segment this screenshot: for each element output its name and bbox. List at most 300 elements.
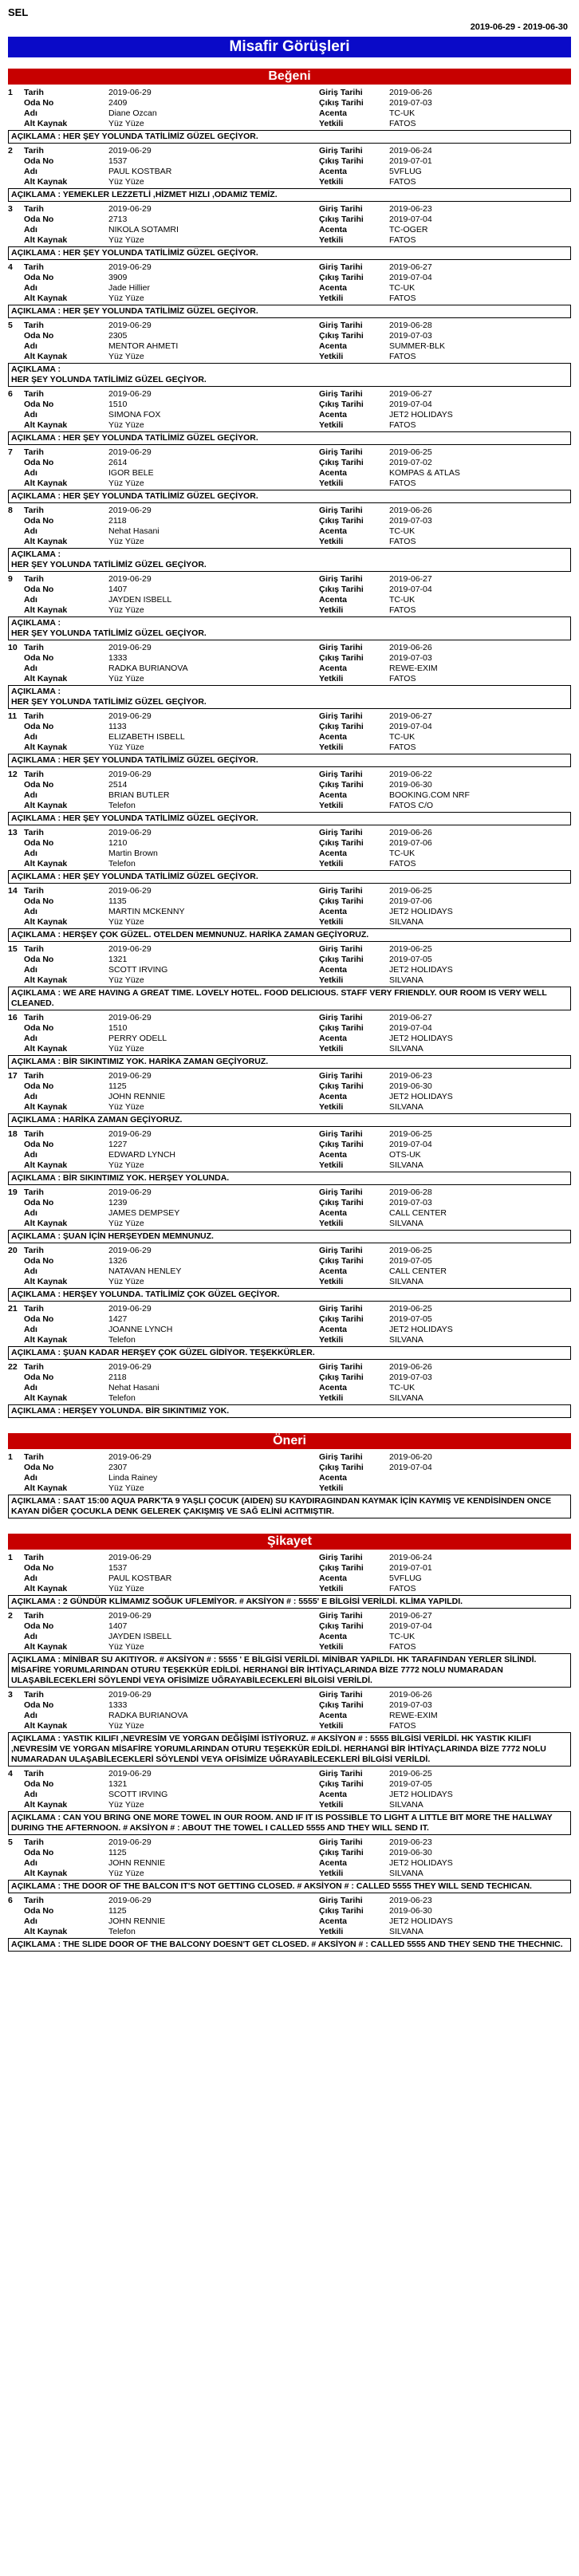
- entry-row: [8, 1632, 571, 1642]
- field-value: MARTIN MCKENNY: [108, 907, 185, 916]
- field-label: Çıkış Tarihi: [319, 780, 364, 790]
- field-value: TC-OGER: [389, 225, 428, 234]
- field-value: 2019-06-27: [389, 262, 432, 272]
- field-value: 1135: [108, 896, 127, 906]
- field-value: 2019-06-29: [108, 447, 152, 457]
- field-label: Giriş Tarihi: [319, 574, 363, 584]
- field-value: 2614: [108, 458, 128, 467]
- field-value: SILVANA: [389, 1393, 423, 1403]
- field-label: Giriş Tarihi: [319, 1690, 363, 1700]
- field-label: Çıkış Tarihi: [319, 1023, 364, 1033]
- entry-row: [8, 341, 571, 352]
- field-label: Alt Kaynak: [24, 674, 68, 683]
- field-value: SCOTT IRVING: [108, 1790, 168, 1799]
- field-label: Giriş Tarihi: [319, 1837, 363, 1847]
- entry-row: [8, 1563, 571, 1574]
- entry-number: 3: [8, 204, 13, 214]
- field-value: 5VFLUG: [389, 167, 422, 176]
- field-label: Tarih: [24, 1452, 44, 1462]
- field-label: Oda No: [24, 1906, 54, 1916]
- field-label: Oda No: [24, 1563, 54, 1573]
- field-label: Çıkış Tarihi: [319, 1314, 364, 1324]
- field-value: 2019-06-26: [389, 828, 432, 837]
- field-value: Linda Rainey: [108, 1473, 158, 1483]
- feedback-entry: [8, 1896, 571, 1952]
- feedback-entry: [8, 447, 571, 503]
- field-label: Alt Kaynak: [24, 177, 68, 187]
- field-label: Giriş Tarihi: [319, 1304, 363, 1314]
- date-range: 2019-06-29 - 2019-06-30: [470, 22, 568, 32]
- field-value: FATOS: [389, 1642, 416, 1652]
- entry-row: [8, 1081, 571, 1092]
- field-value: Yüz Yüze: [108, 293, 144, 303]
- field-label: Yetkili: [319, 1483, 344, 1493]
- field-value: 2019-07-05: [389, 1314, 432, 1324]
- field-label: Çıkış Tarihi: [319, 458, 364, 467]
- section-gap: [8, 1521, 571, 1534]
- entry-row: [8, 1452, 571, 1463]
- entry-row: [8, 1837, 571, 1848]
- field-label: Alt Kaynak: [24, 537, 68, 546]
- field-value: 2019-06-25: [389, 886, 432, 896]
- entry-row: [8, 1188, 571, 1198]
- field-label: Adı: [24, 1383, 37, 1392]
- field-label: Adı: [24, 225, 37, 234]
- field-label: Yetkili: [319, 917, 344, 927]
- field-value: Yüz Yüze: [108, 975, 144, 985]
- field-label: Alt Kaynak: [24, 1160, 68, 1170]
- field-value: 1510: [108, 400, 128, 409]
- field-value: 5VFLUG: [389, 1574, 422, 1583]
- field-label: Adı: [24, 1711, 37, 1720]
- field-label: Acenta: [319, 595, 348, 605]
- description-box: AÇIKLAMA : BİR SIKINTIMIZ YOK. HARİKA ZAMAN GEÇİYORUZ.: [8, 1055, 571, 1069]
- field-value: Yüz Yüze: [108, 420, 144, 430]
- field-value: SILVANA: [389, 1160, 423, 1170]
- field-label: Adı: [24, 1266, 37, 1276]
- field-label: Yetkili: [319, 605, 344, 615]
- field-value: 3909: [108, 273, 128, 282]
- entry-row: [8, 88, 571, 98]
- entry-number: 2: [8, 1611, 13, 1621]
- field-label: Çıkış Tarihi: [319, 653, 364, 663]
- field-value: 2019-07-03: [389, 1373, 432, 1382]
- entry-row: [8, 273, 571, 283]
- field-label: Tarih: [24, 886, 44, 896]
- field-value: 2019-06-27: [389, 711, 432, 721]
- field-label: Acenta: [319, 1574, 348, 1583]
- field-value: 2019-06-24: [389, 1553, 432, 1562]
- field-label: Oda No: [24, 653, 54, 663]
- feedback-entry: [8, 262, 571, 318]
- field-value: Yüz Yüze: [108, 1160, 144, 1170]
- field-label: Çıkış Tarihi: [319, 331, 364, 341]
- field-label: Yetkili: [319, 235, 344, 245]
- entry-row: [8, 447, 571, 458]
- entry-number: 20: [8, 1246, 18, 1255]
- field-label: Oda No: [24, 1081, 54, 1091]
- entry-row: [8, 262, 571, 273]
- field-label: Oda No: [24, 458, 54, 467]
- field-value: 2019-07-04: [389, 1023, 432, 1033]
- field-label: Adı: [24, 468, 37, 478]
- field-label: Tarih: [24, 1769, 44, 1778]
- feedback-entry: [8, 643, 571, 709]
- entry-row: [8, 1611, 571, 1621]
- field-label: Oda No: [24, 955, 54, 964]
- field-label: Alt Kaynak: [24, 917, 68, 927]
- field-value: Yüz Yüze: [108, 352, 144, 361]
- feedback-entry: [8, 1362, 571, 1418]
- feedback-entry: [8, 1452, 571, 1518]
- description-box: AÇIKLAMA : HER ŞEY YOLUNDA TATİLİMİZ GÜZEL GEÇİYOR.: [8, 548, 571, 572]
- entry-row: [8, 965, 571, 975]
- field-label: Tarih: [24, 1071, 44, 1081]
- description-box: AÇIKLAMA : YEMEKLER LEZZETLİ ,HİZMET HIZLI ,ODAMIZ TEMİZ.: [8, 188, 571, 202]
- field-label: Tarih: [24, 88, 44, 97]
- field-value: 2019-07-04: [389, 273, 432, 282]
- field-value: 2019-06-26: [389, 643, 432, 652]
- field-value: 2019-06-30: [389, 1848, 432, 1857]
- field-value: 2019-06-28: [389, 321, 432, 330]
- field-label: Oda No: [24, 896, 54, 906]
- entry-number: 6: [8, 1896, 13, 1905]
- entry-row: [8, 896, 571, 907]
- field-value: TC-UK: [389, 108, 416, 118]
- field-value: SILVANA: [389, 1044, 423, 1054]
- entry-row: [8, 177, 571, 187]
- field-label: Giriş Tarihi: [319, 944, 363, 954]
- field-value: 2019-06-29: [108, 1129, 152, 1139]
- entry-row: [8, 1858, 571, 1869]
- feedback-entry: [8, 828, 571, 884]
- field-value: 2305: [108, 331, 128, 341]
- field-label: Alt Kaynak: [24, 1642, 68, 1652]
- entry-number: 2: [8, 146, 13, 156]
- entry-row: [8, 828, 571, 838]
- entry-number: 8: [8, 506, 13, 515]
- field-value: 2019-06-29: [108, 1611, 152, 1621]
- entry-row: [8, 585, 571, 595]
- description-box: AÇIKLAMA : ŞUAN İÇİN HERŞEYDEN MEMNUNUZ.: [8, 1230, 571, 1243]
- field-value: 2019-06-29: [108, 1013, 152, 1022]
- field-value: 2019-06-29: [108, 506, 152, 515]
- field-label: Adı: [24, 664, 37, 673]
- field-value: TC-UK: [389, 283, 416, 293]
- entry-row: [8, 1129, 571, 1140]
- field-label: Giriş Tarihi: [319, 711, 363, 721]
- field-label: Oda No: [24, 516, 54, 526]
- field-label: Çıkış Tarihi: [319, 1140, 364, 1149]
- entry-row: [8, 331, 571, 341]
- field-value: FATOS: [389, 235, 416, 245]
- field-label: Çıkış Tarihi: [319, 1906, 364, 1916]
- field-label: Giriş Tarihi: [319, 1013, 363, 1022]
- hotel-code: SEL: [8, 6, 29, 18]
- field-value: 2019-07-04: [389, 585, 432, 594]
- field-label: Yetkili: [319, 975, 344, 985]
- entry-number: 5: [8, 321, 13, 330]
- entry-number: 7: [8, 447, 13, 457]
- description-box: AÇIKLAMA : HER ŞEY YOLUNDA TATİLİMİZ GÜZEL GEÇİYOR.: [8, 685, 571, 709]
- field-label: Acenta: [319, 1325, 348, 1334]
- feedback-entry: [8, 711, 571, 767]
- field-value: 2019-07-01: [389, 1563, 432, 1573]
- field-label: Çıkış Tarihi: [319, 1621, 364, 1631]
- field-label: Yetkili: [319, 1642, 344, 1652]
- field-value: BRIAN BUTLER: [108, 790, 170, 800]
- entry-row: [8, 907, 571, 917]
- field-value: FATOS: [389, 1584, 416, 1593]
- field-value: 2019-06-23: [389, 1837, 432, 1847]
- field-label: Tarih: [24, 506, 44, 515]
- field-value: 1407: [108, 1621, 128, 1631]
- field-label: Oda No: [24, 273, 54, 282]
- entry-row: [8, 674, 571, 684]
- field-label: Çıkış Tarihi: [319, 585, 364, 594]
- entry-row: [8, 1463, 571, 1473]
- entry-row: [8, 1150, 571, 1160]
- field-value: 2019-06-29: [108, 1896, 152, 1905]
- field-value: 2019-07-04: [389, 215, 432, 224]
- field-label: Acenta: [319, 341, 348, 351]
- entry-row: [8, 1044, 571, 1054]
- field-label: Yetkili: [319, 1800, 344, 1810]
- field-label: Tarih: [24, 389, 44, 399]
- field-value: Telefon: [108, 801, 136, 810]
- description-box: AÇIKLAMA : MİNİBAR SU AKITIYOR. # AKSİYON # : 5555 ' E BİLGİSİ VERİLDİ. MİNİBAR YAPILDI. HK TARAFINDAN YERLER SİLİNDİ. MİSAFİRE YORUMLARINDAN OTURU TEŞEKKÜR EDİLDİ. HERHANGİ BİR İHTİYAÇLARINDA BİZE 7772 NOLU NUMARADAN ULAŞABİLECEKLERİ SÖYLENDİ VEYA OFİSİMİZE UĞRAYABİLECEKLERİ BİLGİSİ VERİLDİ.: [8, 1653, 571, 1688]
- field-label: Yetkili: [319, 1393, 344, 1403]
- field-value: 2019-06-29: [108, 643, 152, 652]
- field-label: Oda No: [24, 400, 54, 409]
- description-box: AÇIKLAMA : SAAT 15:00 AQUA PARK'TA 9 YAŞLI ÇOCUK (AIDEN) SU KAYDIRAGINDAN KAYMAK İÇİN KAYMIŞ VE KENDİSİNDEN ONCE KAYAN DİĞER ÇOCUKLA DENK GELEREK ÇAKIŞMIŞ VE SAĞ ELİNİ ACITMIŞTIR.: [8, 1495, 571, 1518]
- field-value: Yüz Yüze: [108, 1721, 144, 1731]
- field-label: Adı: [24, 167, 37, 176]
- entry-row: [8, 574, 571, 585]
- field-label: Acenta: [319, 1858, 348, 1868]
- field-label: Tarih: [24, 1553, 44, 1562]
- field-label: Alt Kaynak: [24, 1102, 68, 1112]
- field-label: Oda No: [24, 722, 54, 731]
- field-value: JAMES DEMPSEY: [108, 1208, 180, 1218]
- field-label: Giriş Tarihi: [319, 1611, 363, 1621]
- field-value: JET2 HOLIDAYS: [389, 1034, 453, 1043]
- entry-number: 4: [8, 1769, 13, 1778]
- field-label: Tarih: [24, 1896, 44, 1905]
- field-label: Çıkış Tarihi: [319, 838, 364, 848]
- entry-number: 12: [8, 770, 18, 779]
- description-box: AÇIKLAMA : HER ŞEY YOLUNDA TATİLİMİZ GÜZEL GEÇİYOR.: [8, 490, 571, 503]
- entry-row: [8, 1483, 571, 1494]
- field-value: FATOS: [389, 859, 416, 869]
- feedback-entry: [8, 1769, 571, 1835]
- entry-number: 15: [8, 944, 18, 954]
- field-label: Acenta: [319, 1266, 348, 1276]
- feedback-entry: [8, 1690, 571, 1767]
- field-label: Çıkış Tarihi: [319, 400, 364, 409]
- field-label: Giriş Tarihi: [319, 770, 363, 779]
- field-value: FATOS C/O: [389, 801, 434, 810]
- field-label: Acenta: [319, 732, 348, 742]
- entry-row: [8, 1023, 571, 1034]
- report-content: [8, 69, 571, 1952]
- entry-row: [8, 167, 571, 177]
- feedback-entry: [8, 1837, 571, 1893]
- entry-row: [8, 526, 571, 537]
- field-value: 2019-07-04: [389, 1463, 432, 1472]
- description-box: AÇIKLAMA : ŞUAN KADAR HERŞEY ÇOK GÜZEL GİDİYOR. TEŞEKKÜRLER.: [8, 1346, 571, 1360]
- feedback-entry: [8, 886, 571, 942]
- field-value: 2019-06-29: [108, 1553, 152, 1562]
- field-value: JET2 HOLIDAYS: [389, 907, 453, 916]
- entry-row: [8, 1362, 571, 1373]
- field-label: Acenta: [319, 1790, 348, 1799]
- field-value: FATOS: [389, 674, 416, 683]
- field-value: Yüz Yüze: [108, 1584, 144, 1593]
- field-value: 1333: [108, 1700, 128, 1710]
- feedback-entry: [8, 204, 571, 260]
- entry-row: [8, 955, 571, 965]
- field-value: IGOR BELE: [108, 468, 154, 478]
- description-box: AÇIKLAMA : WE ARE HAVING A GREAT TIME. LOVELY HOTEL. FOOD DELICIOUS. STAFF VERY FRIENDLY. OUR ROOM IS VERY WELL CLEANED.: [8, 987, 571, 1010]
- field-label: Yetkili: [319, 1335, 344, 1345]
- field-label: Yetkili: [319, 1927, 344, 1936]
- field-label: Alt Kaynak: [24, 119, 68, 128]
- field-label: Giriş Tarihi: [319, 1896, 363, 1905]
- field-label: Yetkili: [319, 177, 344, 187]
- feedback-entry: [8, 944, 571, 1010]
- entry-row: [8, 722, 571, 732]
- field-value: SILVANA: [389, 1277, 423, 1286]
- field-value: 1210: [108, 838, 128, 848]
- field-label: Alt Kaynak: [24, 742, 68, 752]
- field-label: Acenta: [319, 1916, 348, 1926]
- field-label: Yetkili: [319, 1277, 344, 1286]
- entry-row: [8, 732, 571, 742]
- field-label: Alt Kaynak: [24, 352, 68, 361]
- field-value: NIKOLA SOTAMRI: [108, 225, 179, 234]
- entry-row: [8, 1208, 571, 1219]
- entry-row: [8, 156, 571, 167]
- field-label: Adı: [24, 1858, 37, 1868]
- field-value: 2019-07-03: [389, 1700, 432, 1710]
- feedback-entry: [8, 506, 571, 572]
- field-value: 2019-06-25: [389, 1769, 432, 1778]
- field-value: BOOKING.COM NRF: [389, 790, 470, 800]
- field-label: Çıkış Tarihi: [319, 156, 364, 166]
- entry-number: 17: [8, 1071, 18, 1081]
- field-value: 2019-06-29: [108, 1304, 152, 1314]
- field-label: Yetkili: [319, 352, 344, 361]
- field-label: Adı: [24, 965, 37, 975]
- field-value: SILVANA: [389, 975, 423, 985]
- field-value: 2019-07-06: [389, 896, 432, 906]
- entry-row: [8, 1574, 571, 1584]
- field-value: FATOS: [389, 119, 416, 128]
- field-value: 2514: [108, 780, 128, 790]
- entry-row: [8, 1034, 571, 1044]
- entry-number: 3: [8, 1690, 13, 1700]
- entry-row: [8, 1642, 571, 1652]
- field-value: 2019-06-25: [389, 944, 432, 954]
- field-value: 2019-06-29: [108, 204, 152, 214]
- entry-row: [8, 838, 571, 849]
- feedback-entry: [8, 1304, 571, 1360]
- field-label: Alt Kaynak: [24, 1277, 68, 1286]
- description-box: AÇIKLAMA : HARİKA ZAMAN GEÇİYORUZ.: [8, 1113, 571, 1127]
- entry-row: [8, 780, 571, 790]
- entry-number: 1: [8, 1452, 13, 1462]
- entry-row: [8, 643, 571, 653]
- field-label: Tarih: [24, 1013, 44, 1022]
- field-value: Nehat Hasani: [108, 1383, 160, 1392]
- field-value: FATOS: [389, 1721, 416, 1731]
- entry-row: [8, 1383, 571, 1393]
- field-label: Çıkış Tarihi: [319, 1463, 364, 1472]
- description-box: AÇIKLAMA : HER ŞEY YOLUNDA TATİLİMİZ GÜZEL GEÇİYOR.: [8, 130, 571, 144]
- field-label: Yetkili: [319, 1219, 344, 1228]
- field-label: Giriş Tarihi: [319, 1188, 363, 1197]
- field-label: Tarih: [24, 643, 44, 652]
- field-label: Acenta: [319, 108, 348, 118]
- field-value: 2019-07-02: [389, 458, 432, 467]
- field-value: FATOS: [389, 605, 416, 615]
- entry-row: [8, 1373, 571, 1383]
- entry-row: [8, 653, 571, 664]
- description-box: AÇIKLAMA : YASTIK KILIFI ,NEVRESİM VE YORGAN DEĞİŞİMİ İSTİYORUZ. # AKSİYON # : 5555 BİLGİSİ VERİLDİ. HK YASTIK KILIFI ,NEVRESİM VE YORGAN MİSAFİRE YORUMLARINDAN OTURU TEŞEKKÜR EDİLDİ. HERHANGİ BİR İHTİYAÇLARINDA BİZE 7772 NOLU NUMARADAN ULAŞABİLECEKLERİ SÖYLENDİ VEYA OFİSİMİZE UĞRAYABİLECEKLERİ BİLGİSİ VERİLDİ.: [8, 1732, 571, 1767]
- field-label: Acenta: [319, 468, 348, 478]
- description-box: AÇIKLAMA : HER ŞEY YOLUNDA TATİLİMİZ GÜZEL GEÇİYOR.: [8, 812, 571, 825]
- field-label: Çıkış Tarihi: [319, 1198, 364, 1207]
- field-value: JET2 HOLIDAYS: [389, 1325, 453, 1334]
- field-label: Giriş Tarihi: [319, 828, 363, 837]
- entry-number: 16: [8, 1013, 18, 1022]
- entry-row: [8, 146, 571, 156]
- field-label: Giriş Tarihi: [319, 1452, 363, 1462]
- feedback-entry: [8, 1129, 571, 1185]
- field-label: Acenta: [319, 1208, 348, 1218]
- entry-number: 6: [8, 389, 13, 399]
- field-value: 2019-06-23: [389, 1071, 432, 1081]
- entry-number: 13: [8, 828, 18, 837]
- entry-number: 9: [8, 574, 13, 584]
- field-value: TC-UK: [389, 849, 416, 858]
- field-label: Adı: [24, 790, 37, 800]
- field-value: RADKA BURIANOVA: [108, 664, 188, 673]
- field-label: Tarih: [24, 1246, 44, 1255]
- field-label: Adı: [24, 526, 37, 536]
- entry-row: [8, 1102, 571, 1113]
- field-label: Yetkili: [319, 119, 344, 128]
- field-label: Çıkış Tarihi: [319, 1081, 364, 1091]
- entry-number: 22: [8, 1362, 18, 1372]
- field-value: JET2 HOLIDAYS: [389, 1092, 453, 1101]
- field-value: 2019-06-30: [389, 1906, 432, 1916]
- field-label: Oda No: [24, 1621, 54, 1631]
- feedback-entry: [8, 1611, 571, 1688]
- field-label: Yetkili: [319, 1102, 344, 1112]
- entry-row: [8, 215, 571, 225]
- field-label: Alt Kaynak: [24, 1483, 68, 1493]
- field-value: JOANNE LYNCH: [108, 1325, 173, 1334]
- entry-row: [8, 516, 571, 526]
- field-value: 2019-07-04: [389, 400, 432, 409]
- field-value: 2019-07-04: [389, 722, 432, 731]
- field-value: 2019-06-29: [108, 1690, 152, 1700]
- field-label: Oda No: [24, 1140, 54, 1149]
- field-value: SIMONA FOX: [108, 410, 161, 419]
- field-value: 2019-07-05: [389, 955, 432, 964]
